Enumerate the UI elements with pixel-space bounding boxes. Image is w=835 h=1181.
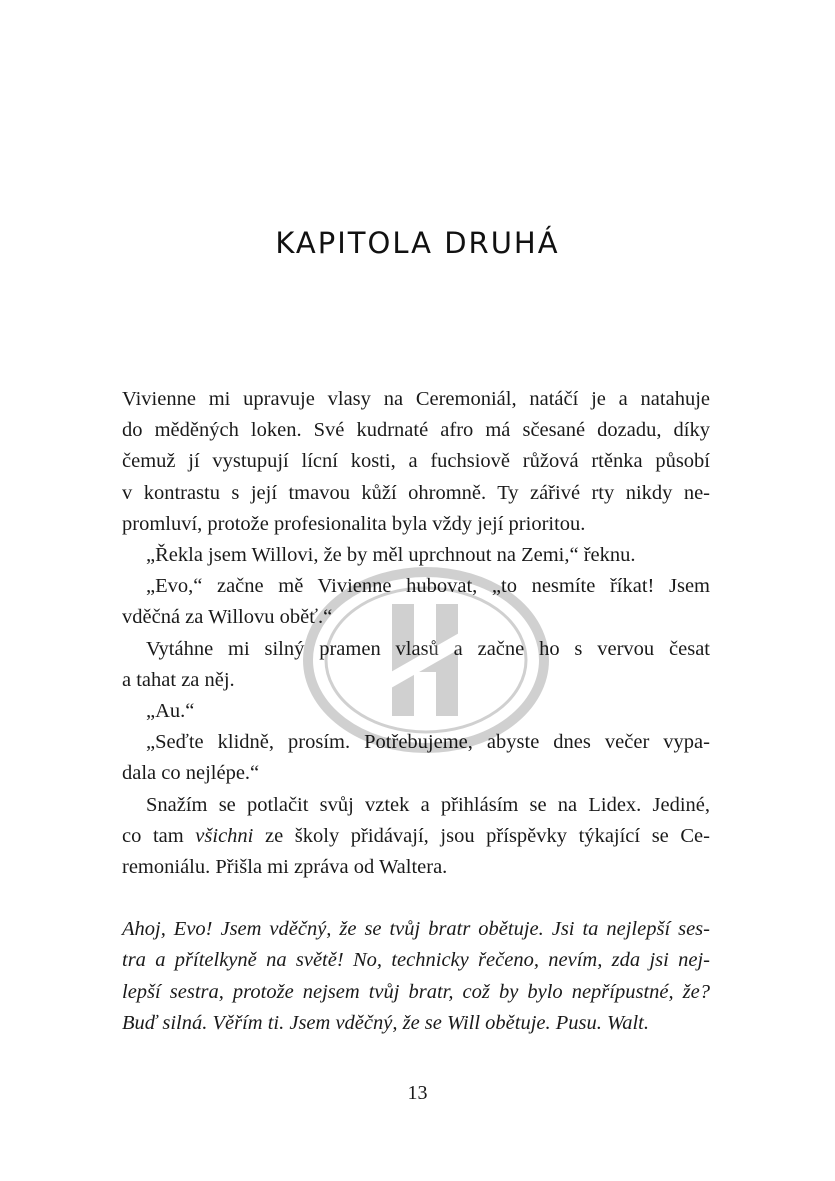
text-line: vděčná za Willovu oběť.“ (122, 606, 333, 629)
emphasis-text: všichni (195, 824, 254, 847)
text-line: „Řekla jsem Willovi, že by měl uprchnout na Zemi,“ řeknu. (146, 544, 636, 567)
page-number: 13 (407, 1082, 428, 1104)
message-line: tra a přítelkyně na světě! No, technicky řečeno, nevím, zda jsi nej- (122, 949, 710, 972)
text-line: a tahat za něj. (122, 668, 235, 691)
text-fragment: ze školy přidávají, jsou příspěvky týkající se Ce- (253, 824, 710, 847)
text-line: „Au.“ (146, 700, 195, 723)
text-line: „Evo,“ začne mě Vivienne hubovat, „to nesmíte říkat! Jsem (146, 575, 710, 598)
message-line: lepší sestra, protože nejsem tvůj bratr, což by bylo nepřípustné, že? (122, 980, 710, 1003)
text-line: Snažím se potlačit svůj vztek a přihlásím se na Lidex. Jediné, (146, 793, 710, 816)
text-line: Vivienne mi upravuje vlasy na Ceremoniál, natáčí je a natahuje (122, 388, 710, 410)
message-text (122, 914, 710, 1039)
text-line: promluví, protože profesionalita byla vždy její prioritou. (122, 512, 586, 535)
text-line: dala co nejlépe.“ (122, 762, 260, 785)
message-line: Ahoj, Evo! Jsem vděčný, že se tvůj bratr obětuje. Jsi ta nejlepší ses- (122, 918, 710, 941)
text-fragment: co tam (122, 824, 196, 847)
text-line: v kontrastu s její tmavou kůží ohromně. Ty zářivé rty nikdy ne- (122, 481, 710, 504)
text-line (122, 821, 710, 852)
text-line: „Seďte klidně, prosím. Potřebujeme, abyste dnes večer vypa- (146, 731, 710, 754)
text-line: do měděných loken. Své kudrnaté afro má sčesané dozadu, díky (122, 419, 710, 442)
text-line: čemuž jí vystupují lícní kosti, a fuchsiově růžová rtěnka působí (122, 450, 710, 473)
chapter-title: KAPITOLA DRUHÁ (275, 226, 560, 260)
message-line: Buď silná. Věřím ti. Jsem vděčný, že se Will obětuje. Pusu. Walt. (122, 1011, 649, 1034)
text-line: remoniálu. Přišla mi zpráva od Waltera. (122, 856, 448, 879)
body-text (122, 384, 710, 1039)
text-line: Vytáhne mi silný pramen vlasů a začne ho s vervou česat (146, 637, 710, 660)
